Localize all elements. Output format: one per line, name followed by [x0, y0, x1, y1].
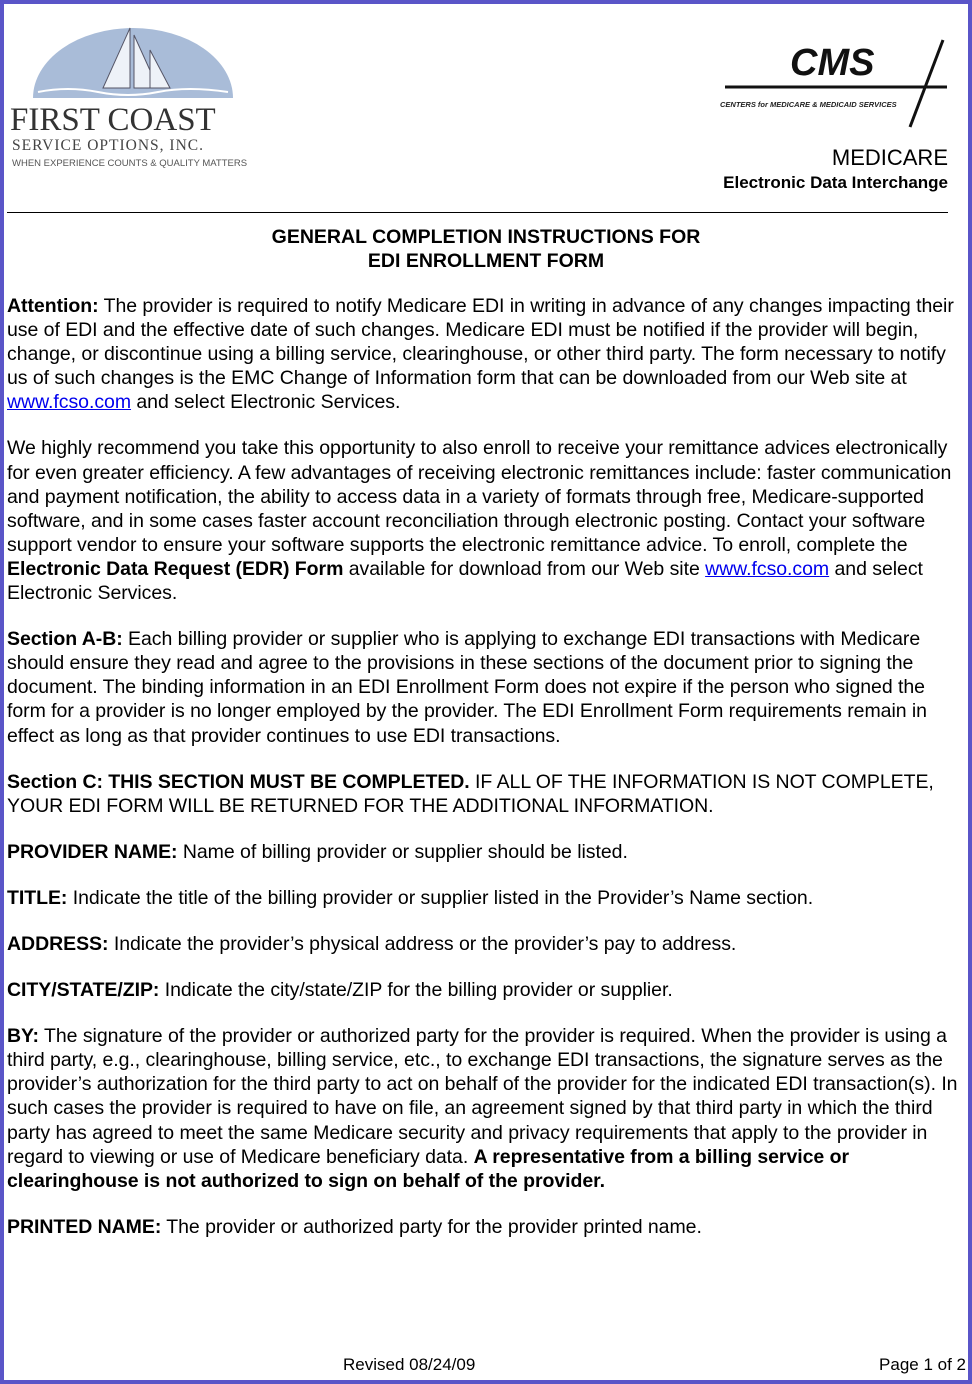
document-body	[7, 294, 965, 1261]
label: Section A-B:	[7, 628, 123, 651]
title-line-2: EDI ENROLLMENT FORM	[367, 250, 605, 272]
svg-text:WHEN EXPERIENCE COUNTS & QUALI: WHEN EXPERIENCE COUNTS & QUALITY MATTERS	[12, 158, 248, 169]
recommend-paragraph	[7, 436, 965, 605]
svg-text:CENTERS for MEDICARE & MEDICAI: CENTERS for MEDICARE & MEDICAID SERVICES	[720, 100, 897, 109]
provider-name-paragraph	[7, 840, 965, 864]
text: The signature of the provider or authorized party for the provider is required. When the provider is using a third party, e.g., clearinghouse, billing service, etc., to exchange EDI transactions, the signature serves as the provider’s authorization for the third party to act on behalf of the provider for the indicated EDI transaction(s). In such cases the provider is required to have on file, an agreement signed by that third party in which the third party has agreed to meet the same Medicare security and privacy requirements that apply to the provider in regard to viewing or use of Medicare beneficiary data.	[7, 1025, 958, 1168]
svg-text:CMS: CMS	[790, 42, 875, 84]
document-title	[0, 225, 972, 273]
address-paragraph	[7, 932, 965, 956]
warning-text: A representative from a billing service or clearinghouse is not authorized to sign on behalf of the provider.	[7, 1145, 849, 1192]
fcso-link[interactable]: www.fcso.com	[7, 391, 132, 414]
section-c-paragraph	[7, 770, 965, 818]
revised-date: Revised 08/24/09	[343, 1355, 476, 1374]
text: We highly recommend you take this opportunity to also enroll to receive your remittance advices electronically for even greater efficiency. A few advantages of receiving electronic remittances include: faster communication and payment notification, the ability to access data in a variety of formats through free, Medicare-supported software, and in some cases faster account reconciliation through electronic posting. Contact your software support vendor to ensure your software supports the electronic remittance advice. To enroll, complete the	[7, 437, 952, 556]
label: PRINTED NAME:	[7, 1215, 162, 1238]
by-paragraph	[7, 1024, 965, 1193]
program-name: MEDICARE	[831, 145, 948, 170]
fcso-link[interactable]: www.fcso.com	[705, 557, 830, 580]
svg-text:SERVICE OPTIONS, INC.: SERVICE OPTIONS, INC.	[12, 137, 204, 154]
title-line-1: GENERAL COMPLETION INSTRUCTIONS FOR	[271, 226, 701, 248]
text: Each billing provider or supplier who is applying to exchange EDI transactions with Medicare should ensure they read and agree to the provisions in these sections of the document prior to signing the document. The binding information in an EDI Enrollment Form does not expire if the person who signed the form for a provider is no longer employed by the provider. The EDI Enrollment Form requirements remain in effect as long as that provider continues to use EDI transactions.	[7, 628, 927, 747]
city-state-zip-paragraph	[7, 978, 965, 1002]
first-coast-logo	[8, 20, 283, 180]
text: Indicate the provider’s physical address or the provider’s pay to address.	[108, 932, 737, 955]
text: The provider is required to notify Medicare EDI in writing in advance of any changes impacting their use of EDI and the effective date of such changes. Medicare EDI must be notified if the provider will begin, change, or discontinue using a billing service, clearinghouse, or other third party. The form necessary to notify us of such changes is the EMC Change of Information form that can be downloaded from our Web site at	[7, 295, 954, 390]
edr-form-name: Electronic Data Request (EDR) Form	[7, 557, 344, 580]
label: Section C: THIS SECTION MUST BE COMPLETED.	[7, 770, 470, 793]
page-number: Page 1 of 2	[879, 1355, 966, 1374]
label: PROVIDER NAME:	[7, 840, 178, 863]
label: ADDRESS:	[7, 932, 109, 955]
label: TITLE:	[7, 886, 68, 909]
program-subtitle: Electronic Data Interchange	[723, 173, 948, 192]
cms-logo	[715, 35, 950, 130]
text: The provider or authorized party for the provider printed name.	[161, 1215, 702, 1238]
text: Indicate the title of the billing provider or supplier listed in the Provider’s Name section.	[67, 886, 814, 909]
attention-label: Attention:	[7, 295, 99, 317]
text: and select Electronic Services.	[131, 391, 401, 414]
label: BY:	[7, 1025, 39, 1048]
text: Indicate the city/state/ZIP for the billing provider or supplier.	[159, 979, 673, 1002]
text: available for download from our Web site	[343, 557, 706, 580]
svg-text:FIRST COAST: FIRST COAST	[10, 102, 216, 138]
text: IF ALL OF THE INFORMATION IS NOT COMPLETE, YOUR EDI FORM WILL BE RETURNED FOR THE ADDITIONAL INFORMATION.	[7, 770, 934, 817]
title-paragraph	[7, 886, 965, 910]
printed-name-paragraph	[7, 1215, 965, 1239]
header-divider	[7, 212, 948, 213]
text: Name of billing provider or supplier should be listed.	[177, 840, 628, 863]
label: CITY/STATE/ZIP:	[7, 979, 160, 1002]
section-ab-paragraph	[7, 627, 965, 747]
text: and select Electronic Services.	[7, 557, 923, 605]
attention-paragraph	[7, 294, 965, 414]
